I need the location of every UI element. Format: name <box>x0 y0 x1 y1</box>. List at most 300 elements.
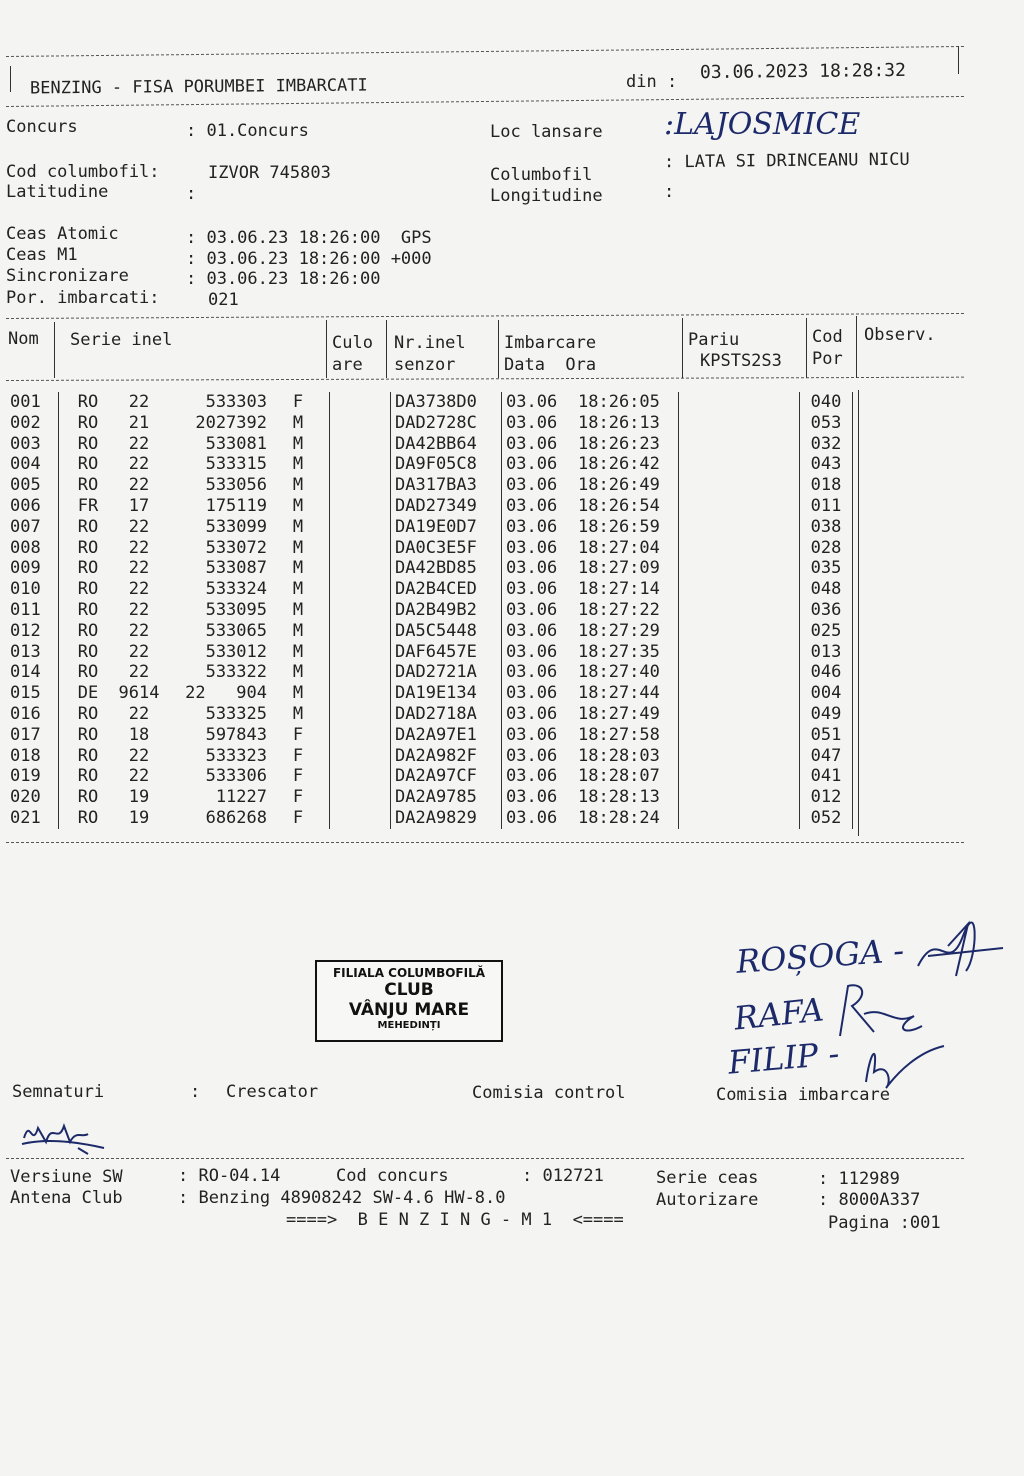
row-nom: 013 <box>8 642 59 663</box>
row-ring-number: 533324 <box>205 579 267 600</box>
row-color <box>330 600 391 621</box>
row-sensor-ring: DA19E0D7 <box>391 517 502 538</box>
table-header-bottom-rule <box>6 377 964 381</box>
row-bet <box>679 787 800 808</box>
row-year: 9614 <box>118 683 160 704</box>
row-boarding-date: 03.06 <box>506 766 558 787</box>
row-boarding-time: 18:27:44 <box>578 683 660 704</box>
row-color <box>330 579 391 600</box>
row-boarding-time: 18:28:24 <box>578 807 660 828</box>
footer-rule <box>6 1158 964 1159</box>
header-bar-1 <box>54 322 55 378</box>
row-year: 22 <box>128 475 150 496</box>
stamp-line-2: CLUB <box>384 980 434 1000</box>
row-year: 22 <box>128 537 150 558</box>
row-color <box>330 621 391 642</box>
row-year: 22 <box>128 392 150 412</box>
row-sex: M <box>267 517 330 538</box>
row-ring-number: 533325 <box>205 703 267 724</box>
row-pigeon-code: 013 <box>800 642 853 663</box>
row-nom: 015 <box>8 683 59 704</box>
row-nom: 001 <box>8 392 59 413</box>
row-boarding-time: 18:27:49 <box>578 703 660 724</box>
row-sex: M <box>267 642 330 663</box>
col-header-pariu-2: KPSTS2S3 <box>700 351 782 371</box>
row-nom: 006 <box>8 496 59 517</box>
row-year: 22 <box>128 641 150 662</box>
antena-club-value: : Benzing 48908242 SW-4.6 HW-8.0 <box>178 1188 506 1208</box>
row-ring-number: 533087 <box>205 558 267 579</box>
col-header-imbarcare-1: Imbarcare <box>504 333 597 353</box>
row-nom: 017 <box>8 725 59 746</box>
row-ring-number: 533306 <box>205 766 267 787</box>
row-sensor-ring: DAD2728C <box>391 413 502 434</box>
row-year: 19 <box>128 787 150 808</box>
row-country: FR <box>77 495 99 516</box>
autorizare-value: : 8000A337 <box>818 1190 921 1210</box>
row-bet <box>679 538 800 559</box>
row-year: 18 <box>128 724 150 745</box>
row-nom: 009 <box>8 558 59 579</box>
benzing-banner: ====> B E N Z I N G - M 1 <==== <box>286 1210 624 1230</box>
row-sensor-ring: DA19E134 <box>391 683 502 704</box>
row-country: RO <box>77 724 99 745</box>
antena-club-label: Antena Club <box>10 1188 123 1208</box>
sincronizare-value: : 03.06.23 18:26:00 <box>186 269 381 289</box>
row-sex: M <box>267 454 330 475</box>
row-sensor-ring: DA3738D0 <box>391 392 502 413</box>
row-pigeon-code: 053 <box>800 413 853 434</box>
cod-columbofil-label: Cod columbofil: <box>6 162 160 182</box>
versiune-sw-value: : RO-04.14 <box>178 1166 281 1186</box>
pigeons-table <box>8 392 853 829</box>
row-sex: M <box>267 579 330 600</box>
row-bet <box>679 600 800 621</box>
row-pigeon-code: 025 <box>800 621 853 642</box>
comisia-control-label: Comisia control <box>472 1083 626 1103</box>
ceas-atomic-label: Ceas Atomic <box>6 224 119 244</box>
row-boarding-time: 18:27:04 <box>578 537 660 558</box>
row-bet <box>679 434 800 455</box>
table-row <box>8 496 853 517</box>
row-color <box>330 558 391 579</box>
row-country: RO <box>77 703 99 724</box>
table-bottom-rule <box>6 842 964 843</box>
col-header-imbarcare-2: Data Ora <box>504 355 597 375</box>
row-bet <box>679 683 800 704</box>
row-country: RO <box>77 766 99 787</box>
latitudine-value: : <box>186 184 197 204</box>
cod-concurs-label: Cod concurs <box>336 1166 449 1186</box>
row-country: RO <box>77 662 99 683</box>
row-bet <box>679 746 800 767</box>
row-color <box>330 642 391 663</box>
row-boarding-date: 03.06 <box>506 599 558 620</box>
row-year: 22 <box>128 662 150 683</box>
row-ring-number: 533095 <box>205 599 267 620</box>
row-bet <box>679 413 800 434</box>
row-ring-number: 533056 <box>205 475 267 496</box>
row-bet <box>679 621 800 642</box>
row-sex: M <box>267 621 330 642</box>
row-color <box>330 725 391 746</box>
row-bet <box>679 725 800 746</box>
longitudine-label: Longitudine <box>490 186 603 206</box>
row-pigeon-code: 049 <box>800 704 853 725</box>
row-bet <box>679 579 800 600</box>
table-row <box>8 558 853 579</box>
cod-columbofil-value: IZVOR 745803 <box>208 163 331 183</box>
row-boarding-date: 03.06 <box>506 579 558 600</box>
table-row <box>8 392 853 413</box>
row-sex: F <box>267 392 330 413</box>
row-sensor-ring: DA9F05C8 <box>391 454 502 475</box>
row-pigeon-code: 051 <box>800 725 853 746</box>
table-row <box>8 746 853 767</box>
autorizare-label: Autorizare <box>656 1190 759 1210</box>
row-color <box>330 434 391 455</box>
row-country: RO <box>77 433 99 454</box>
row-nom: 010 <box>8 579 59 600</box>
row-nom: 020 <box>8 787 59 808</box>
comisia-imbarcare-label: Comisia imbarcare <box>716 1085 890 1105</box>
row-nom: 016 <box>8 704 59 725</box>
row-country: RO <box>77 620 99 641</box>
row-color <box>330 475 391 496</box>
header-bottom-rule <box>6 96 964 107</box>
row-sex: M <box>267 600 330 621</box>
row-sex: M <box>267 662 330 683</box>
row-sensor-ring: DAD2718A <box>391 704 502 725</box>
row-sensor-ring: DA317BA3 <box>391 475 502 496</box>
row-country: RO <box>77 807 99 828</box>
stamp-line-1: FILIALA COLUMBOFILĂ <box>332 966 486 980</box>
row-sensor-ring: DAD27349 <box>391 496 502 517</box>
date-label: din : <box>626 72 678 92</box>
row-sex: F <box>267 808 330 829</box>
row-boarding-date: 03.06 <box>506 475 558 496</box>
row-boarding-date: 03.06 <box>506 454 558 475</box>
table-row <box>8 579 853 600</box>
longitudine-value: : <box>664 182 675 202</box>
row-boarding-date: 03.06 <box>506 433 558 454</box>
row-boarding-date: 03.06 <box>506 558 558 579</box>
header-bar-2 <box>326 320 327 378</box>
row-boarding-time: 18:27:35 <box>578 641 660 662</box>
table-row <box>8 454 853 475</box>
row-color <box>330 787 391 808</box>
row-country: RO <box>77 537 99 558</box>
row-boarding-date: 03.06 <box>506 412 558 433</box>
table-row <box>8 787 853 808</box>
row-color <box>330 517 391 538</box>
header-bar-7 <box>856 316 857 378</box>
col-header-nom: Nom <box>8 329 39 349</box>
row-ring-number: 533322 <box>205 662 267 683</box>
row-year: 22 <box>128 433 150 454</box>
row-boarding-time: 18:28:03 <box>578 745 660 766</box>
row-year: 22 <box>128 579 150 600</box>
row-ring-number: 533303 <box>205 392 267 412</box>
row-ring-number: 533012 <box>205 641 267 662</box>
row-color <box>330 454 391 475</box>
row-pigeon-code: 038 <box>800 517 853 538</box>
row-color <box>330 683 391 704</box>
row-country: RO <box>77 475 99 496</box>
row-boarding-date: 03.06 <box>506 392 558 412</box>
header-bar-4 <box>498 320 499 378</box>
table-row <box>8 662 853 683</box>
date-value: 03.06.2023 18:28:32 <box>699 59 907 84</box>
row-nom: 004 <box>8 454 59 475</box>
columbofil-label: Columbofil <box>490 165 593 185</box>
row-boarding-time: 18:28:13 <box>578 787 660 808</box>
row-pigeon-code: 043 <box>800 454 853 475</box>
row-boarding-date: 03.06 <box>506 495 558 516</box>
sincronizare-label: Sincronizare <box>6 266 129 286</box>
row-boarding-date: 03.06 <box>506 537 558 558</box>
semnaturi-label: Semnaturi <box>12 1082 105 1102</box>
row-ring-number: 533315 <box>205 454 267 475</box>
row-color <box>330 746 391 767</box>
row-sex: M <box>267 538 330 559</box>
row-nom: 012 <box>8 621 59 642</box>
row-country: RO <box>77 599 99 620</box>
row-boarding-time: 18:27:58 <box>578 724 660 745</box>
row-bet <box>679 454 800 475</box>
row-boarding-date: 03.06 <box>506 703 558 724</box>
row-nom: 019 <box>8 766 59 787</box>
row-ring-number: 22 904 <box>185 683 267 704</box>
document-title: BENZING - FISA PORUMBEI IMBARCATI <box>29 75 368 99</box>
row-nom: 018 <box>8 746 59 767</box>
row-year: 22 <box>128 620 150 641</box>
row-year: 22 <box>128 703 150 724</box>
stamp-line-4: MEHEDINȚI <box>377 1020 441 1031</box>
row-color <box>330 704 391 725</box>
row-sensor-ring: DAD2721A <box>391 662 502 683</box>
row-pigeon-code: 012 <box>800 787 853 808</box>
row-bet <box>679 642 800 663</box>
row-sensor-ring: DA42BD85 <box>391 558 502 579</box>
row-year: 22 <box>128 454 150 475</box>
row-pigeon-code: 052 <box>800 808 853 829</box>
row-color <box>330 392 391 413</box>
row-boarding-time: 18:26:05 <box>578 392 660 412</box>
row-nom: 008 <box>8 538 59 559</box>
row-ring-number: 686268 <box>205 807 267 828</box>
row-sex: M <box>267 496 330 517</box>
row-boarding-time: 18:26:54 <box>578 495 660 516</box>
row-boarding-time: 18:26:23 <box>578 433 660 454</box>
row-sensor-ring: DA2B49B2 <box>391 600 502 621</box>
row-pigeon-code: 040 <box>800 392 853 413</box>
handwritten-rafa: RAFA <box>732 990 826 1038</box>
col-header-nr-inel-1: Nr.inel <box>394 333 466 353</box>
row-nom: 014 <box>8 662 59 683</box>
row-sensor-ring: DA5C5448 <box>391 621 502 642</box>
row-bet <box>679 704 800 725</box>
row-country: RO <box>77 558 99 579</box>
row-nom: 021 <box>8 808 59 829</box>
row-sex: F <box>267 725 330 746</box>
row-ring-number: 533072 <box>205 537 267 558</box>
row-color <box>330 413 391 434</box>
table-row <box>8 475 853 496</box>
row-color <box>330 538 391 559</box>
row-boarding-time: 18:27:40 <box>578 662 660 683</box>
row-color <box>330 496 391 517</box>
row-ring-number: 533323 <box>205 745 267 766</box>
row-pigeon-code: 018 <box>800 475 853 496</box>
row-bet <box>679 558 800 579</box>
row-year: 22 <box>128 558 150 579</box>
page-number: Pagina :001 <box>828 1213 941 1233</box>
row-boarding-time: 18:28:07 <box>578 766 660 787</box>
row-boarding-time: 18:26:42 <box>578 454 660 475</box>
row-boarding-date: 03.06 <box>506 641 558 662</box>
row-bet <box>679 392 800 413</box>
versiune-sw-label: Versiune SW <box>10 1167 123 1187</box>
row-pigeon-code: 035 <box>800 558 853 579</box>
col-header-serie-inel: Serie inel <box>70 330 173 350</box>
row-boarding-date: 03.06 <box>506 807 558 828</box>
row-boarding-time: 18:26:59 <box>578 516 660 537</box>
row-country: RO <box>77 745 99 766</box>
row-boarding-time: 18:27:14 <box>578 579 660 600</box>
header-top-rule <box>6 46 964 57</box>
row-boarding-date: 03.06 <box>506 620 558 641</box>
row-ring-number: 533065 <box>205 620 267 641</box>
table-row <box>8 766 853 787</box>
row-sex: M <box>267 434 330 455</box>
row-year: 22 <box>128 745 150 766</box>
header-right-border <box>958 46 959 74</box>
row-ring-number: 2027392 <box>195 412 267 433</box>
row-boarding-date: 03.06 <box>506 662 558 683</box>
signature-crescator <box>18 1108 108 1158</box>
row-bet <box>679 808 800 829</box>
row-year: 22 <box>128 766 150 787</box>
table-row <box>8 434 853 455</box>
row-nom: 003 <box>8 434 59 455</box>
row-ring-number: 11227 <box>215 787 267 808</box>
ceas-m1-label: Ceas M1 <box>6 245 78 265</box>
row-color <box>330 766 391 787</box>
table-row <box>8 725 853 746</box>
row-country: RO <box>77 412 99 433</box>
stamp-line-3: VÂNJU MARE <box>348 1000 470 1020</box>
row-color <box>330 808 391 829</box>
row-boarding-date: 03.06 <box>506 724 558 745</box>
concurs-value: : 01.Concurs <box>186 121 309 141</box>
col-header-nr-inel-2: senzor <box>394 355 456 375</box>
row-pigeon-code: 041 <box>800 766 853 787</box>
handwritten-rosoga: ROȘOGA - <box>734 931 906 981</box>
row-country: RO <box>77 454 99 475</box>
row-year: 22 <box>128 599 150 620</box>
row-country: RO <box>77 579 99 600</box>
row-pigeon-code: 036 <box>800 600 853 621</box>
row-boarding-time: 18:26:13 <box>578 412 660 433</box>
table-row <box>8 600 853 621</box>
row-boarding-date: 03.06 <box>506 745 558 766</box>
row-boarding-date: 03.06 <box>506 787 558 808</box>
row-sensor-ring: DA2B4CED <box>391 579 502 600</box>
porumbei-imbarcati-value: 021 <box>208 290 239 310</box>
table-row <box>8 704 853 725</box>
columbofil-value: : LATA SI DRINCEANU NICU <box>663 149 910 173</box>
row-sex: M <box>267 475 330 496</box>
signature-filip <box>858 1032 948 1092</box>
row-boarding-date: 03.06 <box>506 683 558 704</box>
row-ring-number: 175119 <box>205 495 267 516</box>
row-country: DE <box>77 683 99 704</box>
row-bet <box>679 517 800 538</box>
loc-lansare-value: :LAJOSMICE <box>664 107 861 142</box>
row-sensor-ring: DA2A97E1 <box>391 725 502 746</box>
row-nom: 011 <box>8 600 59 621</box>
header-bar-5 <box>682 318 683 378</box>
row-country: RO <box>77 516 99 537</box>
row-country: RO <box>77 392 99 412</box>
row-nom: 007 <box>8 517 59 538</box>
observ-column-bar <box>858 390 859 836</box>
row-sensor-ring: DA2A9829 <box>391 808 502 829</box>
row-pigeon-code: 004 <box>800 683 853 704</box>
semnaturi-colon: : <box>190 1082 201 1102</box>
ceas-atomic-value: : 03.06.23 18:26:00 GPS <box>186 228 432 248</box>
loc-lansare-label: Loc lansare <box>490 122 603 142</box>
table-row <box>8 413 853 434</box>
row-year: 22 <box>128 516 150 537</box>
row-sex: M <box>267 558 330 579</box>
row-year: 19 <box>128 807 150 828</box>
row-country: RO <box>77 641 99 662</box>
header-bar-3 <box>386 320 387 378</box>
table-row <box>8 517 853 538</box>
row-year: 17 <box>128 495 150 516</box>
row-sex: M <box>267 413 330 434</box>
row-sex: F <box>267 746 330 767</box>
row-sex: M <box>267 683 330 704</box>
row-bet <box>679 662 800 683</box>
row-bet <box>679 496 800 517</box>
row-nom: 002 <box>8 413 59 434</box>
table-row <box>8 808 853 829</box>
handwritten-filip: FILIP - <box>726 1034 841 1082</box>
row-ring-number: 533099 <box>205 516 267 537</box>
col-header-cod-2: Por <box>812 349 843 369</box>
row-year: 21 <box>128 412 150 433</box>
row-ring-number: 533081 <box>205 433 267 454</box>
table-row <box>8 683 853 704</box>
col-header-culoare-1: Culo <box>332 333 373 353</box>
row-pigeon-code: 011 <box>800 496 853 517</box>
serie-ceas-label: Serie ceas <box>656 1168 759 1188</box>
row-sex: M <box>267 704 330 725</box>
table-header-top-rule <box>6 313 964 319</box>
concurs-label: Concurs <box>6 117 78 137</box>
row-sensor-ring: DAF6457E <box>391 642 502 663</box>
row-pigeon-code: 032 <box>800 434 853 455</box>
header-left-border <box>10 66 11 92</box>
table-row <box>8 538 853 559</box>
row-pigeon-code: 046 <box>800 662 853 683</box>
ceas-m1-value: : 03.06.23 18:26:00 +000 <box>186 249 432 269</box>
club-stamp <box>315 960 503 1042</box>
row-bet <box>679 475 800 496</box>
